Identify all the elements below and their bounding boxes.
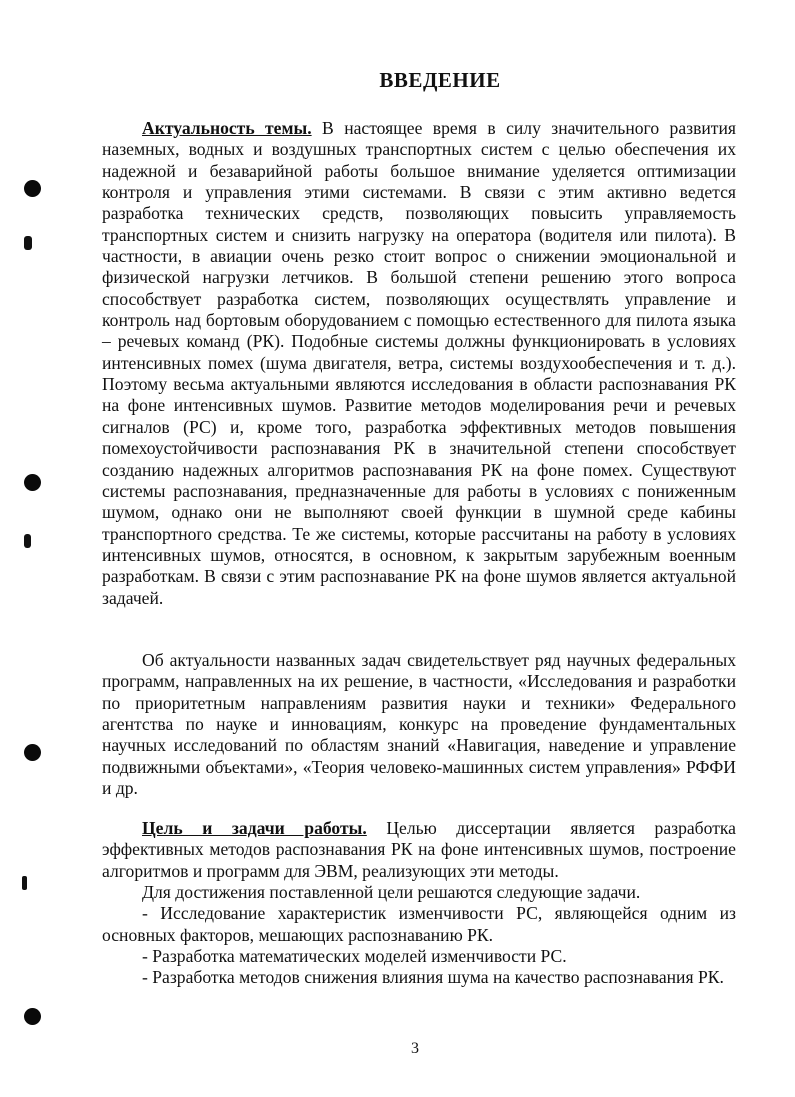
programs-section — [102, 650, 736, 799]
scan-mark — [24, 534, 31, 548]
actuality-heading: Актуальность темы. — [142, 118, 312, 138]
goals-heading: Цель и задачи работы. — [142, 818, 367, 838]
scan-mark — [22, 876, 27, 890]
punch-hole-mark — [24, 180, 41, 197]
punch-hole-mark — [24, 474, 41, 491]
actuality-paragraph — [102, 118, 736, 609]
scan-mark — [24, 236, 32, 250]
actuality-section — [102, 118, 736, 609]
tasks-intro: Для достижения поставленной цели решаются следующие задачи. — [142, 882, 641, 903]
punch-hole-mark — [24, 744, 41, 761]
task-item: - Разработка математических моделей изменчивости РС. — [142, 946, 567, 967]
punch-hole-mark — [24, 1008, 41, 1025]
goals-paragraph — [102, 818, 736, 882]
page-number: 3 — [411, 1040, 419, 1057]
goals-section — [102, 818, 736, 989]
programs-paragraph: Об актуальности названных задач свидетельствует ряд научных федеральных программ, направленных на их решение, в частности, «Исследования и разработки по приоритетным направлениям развития науки и техники» Федерального агентства по науке и инновациям, конкурс на проведение фундаментальных научных исследований по областям знаний «Навигация, наведение и управление подвижными объектами», «Теория человеко-машинных систем управления» РФФИ и др. — [102, 650, 736, 799]
actuality-text: В настоящее время в силу значительного развития наземных, водных и воздушных транспортных систем с целью обеспечения их надежной и безаварийной работы большое внимание уделяется оптимизации контроля и управления этими системами. В связи с этим активно ведется разработка технических средств, позволяющих повысить управляемость транспортных систем и снизить нагрузку на оператора (водителя или пилота). В частности, в авиации очень резко стоит вопрос о снижении эмоциональной и физической нагрузки летчиков. В большой степени решению этого вопроса способствует разработка систем, позволяющих осуществлять управление и контроль над бортовым оборудованием с помощью естественного для пилота языка – речевых команд (РК). Подобные системы должны функционировать в условиях интенсивных помех (шума двигателя, ветра, системы воздухообеспечения и т. д.). Поэтому весьма актуальными являются исследования в области распознавания РК на фоне интенсивных шумов. Развитие методов моделирования речи и речевых сигналов (РС) и, кроме того, разработка эффективных методов повышения помехоустойчивости распознавания РК в значительной степени способствует созданию надежных алгоритмов распознавания РК на фоне помех. Существуют системы распознавания, предназначенные для работы в условиях с пониженным шумом, однако они не выполняют своей функции в шумной среде кабины транспортного средства. Те же системы, которые рассчитаны на работу в условиях интенсивных шумов, относятся, в основном, к закрытым зарубежным военным разработкам. В связи с этим распознавание РК на фоне шумов является актуальной задачей. — [102, 118, 736, 608]
page-title: ВВЕДЕНИЕ — [379, 68, 501, 92]
task-item: - Исследование характеристик изменчивости РС, являющейся одним из основных факторов, мешающих распознаванию РК. — [102, 903, 736, 945]
goals-text: Целью диссертации является разработка эффективных методов распознавания РК на фоне интенсивных шумов, построение алгоритмов и программ для ЭВМ, реализующих эти методы. — [102, 818, 736, 881]
task-item: - Разработка методов снижения влияния шума на качество распознавания РК. — [142, 967, 724, 988]
